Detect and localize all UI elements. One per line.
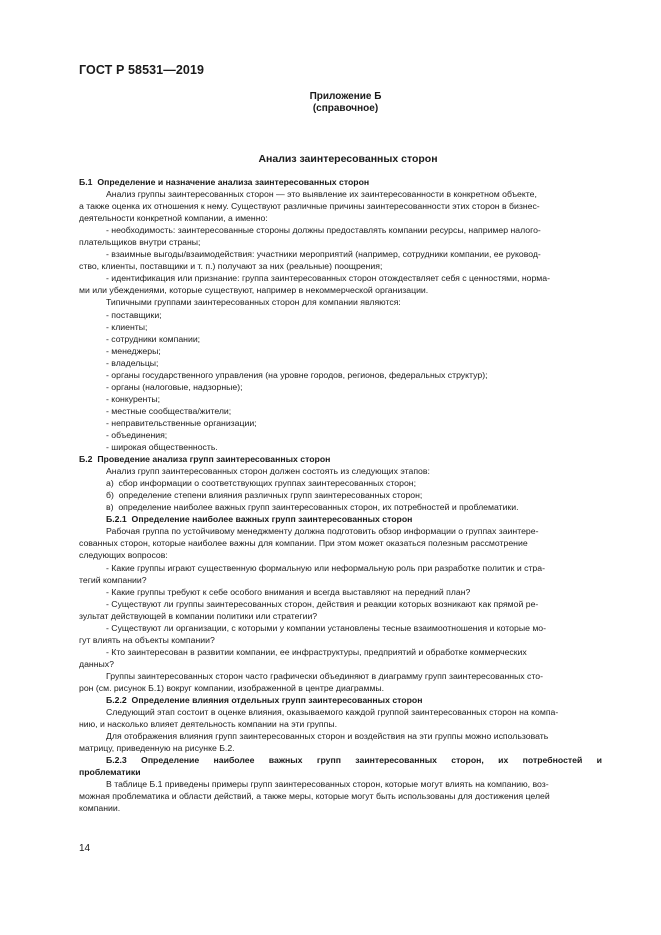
annex-title: Приложение Б: [309, 91, 382, 102]
text-line: - неправительственные организации;: [106, 417, 257, 428]
text-line: а также оценка их отношения к нему. Существуют различные причины заинтересованности этих сторон в бизнес-: [79, 201, 540, 212]
text-line: - объединения;: [106, 429, 168, 440]
section-heading: Б.1 Определение и назначение анализа заинтересованных сторон: [79, 177, 370, 187]
page-number: 14: [79, 843, 91, 854]
text-line: в) определение наиболее важных групп заинтересованных сторон, их потребностей и проблематики.: [106, 502, 519, 513]
text-line: а) сбор информации о соответствующих группах заинтересованных сторон;: [106, 478, 416, 489]
text-line: - поставщики;: [106, 309, 162, 320]
text-line: - конкуренты;: [106, 393, 161, 404]
text-line: Типичными группами заинтересованных сторон для компании являются:: [106, 297, 401, 308]
text-line: нию, и насколько влияет деятельность компании на эти группы.: [79, 719, 338, 730]
text-line: зультат действующей в компании политики или стратегии?: [79, 610, 318, 621]
text-line: гут влиять на объекты компании?: [79, 634, 215, 645]
section-heading: Б.2 Проведение анализа групп заинтересованных сторон: [79, 454, 331, 465]
text-line: - клиенты;: [106, 321, 148, 332]
section-heading: проблематики: [79, 767, 141, 778]
text-line: ми или убеждениями, которые существуют, например в некоммерческой организации.: [79, 285, 429, 296]
text-line: сованных сторон, которые наиболее важны для компании. При этом может оказаться полезным рассмотрение: [79, 538, 528, 549]
text-line: - сотрудники компании;: [106, 333, 201, 344]
text-line: данных?: [79, 658, 114, 669]
text-line: - Существуют ли группы заинтересованных сторон, действия и реакции которых возникают как прямой ре-: [106, 598, 539, 609]
text-line: - органы (налоговые, надзорные);: [106, 381, 243, 392]
text-line: - органы государственного управления (на уровне городов, регионов, федеральных структур);: [106, 369, 488, 380]
text-line: - Кто заинтересован в развитии компании, ее инфраструктуры, предприятий и обработке коммерческих: [106, 646, 527, 657]
text-line: плательщиков внутри страны;: [79, 237, 201, 248]
text-line: Для отображения влияния групп заинтересованных сторон и воздействия на эти группы можно использовать: [106, 731, 549, 742]
text-line: - Какие группы играют существенную формальную или неформальную роль при разработке политик и стра-: [106, 562, 545, 573]
annex-status: (справочное): [312, 103, 379, 114]
text-line: - широкая общественность.: [106, 442, 218, 453]
text-line: Следующий этап состоит в оценке влияния, оказываемого каждой группой заинтересованных сторон на компа-: [106, 707, 559, 718]
section-title: Анализ заинтересованных сторон: [258, 153, 438, 165]
text-line: ство, клиенты, поставщики и т. п.) получают за них (реальные) поощрения;: [79, 261, 383, 272]
annex-heading: [0, 91, 661, 115]
text-line: Анализ группы заинтересованных сторон — это выявление их заинтересованности в конкретном объекте,: [106, 189, 537, 200]
text-line: деятельности конкретной компании, а именно:: [79, 213, 268, 224]
text-line: Анализ групп заинтересованных сторон должен состоять из следующих этапов:: [106, 466, 430, 477]
text-line: - менеджеры;: [106, 345, 161, 356]
text-line: б) определение степени влияния различных групп заинтересованных сторон;: [106, 490, 423, 501]
text-line: В таблице Б.1 приведены примеры групп заинтересованных сторон, которые могут влиять на компанию, воз-: [106, 779, 549, 790]
text-line: матрицу, приведенную на рисунке Б.2.: [79, 743, 235, 754]
text-line: - идентификация или признание: группа заинтересованных сторон отождествляет себя с ценностями, норма-: [106, 273, 550, 284]
text-line: - владельцы;: [106, 357, 159, 368]
section-heading: Б.2.3 Определение наиболее важных групп заинтересованных сторон, их потребностей и: [106, 755, 602, 766]
text-line: - местные сообщества/жители;: [106, 405, 232, 416]
text-line: - необходимость: заинтересованные стороны должны предоставлять компании ресурсы, например налого-: [106, 225, 541, 236]
document-body: [79, 176, 602, 814]
standard-code: ГОСТ Р 58531—2019: [79, 63, 205, 77]
text-line: Группы заинтересованных сторон часто графически объединяют в диаграмму групп заинтересованных сто-: [106, 670, 544, 681]
text-line: тегий компании?: [79, 574, 147, 585]
text-line: - взаимные выгоды/взаимодействия: участники мероприятий (например, сотрудники компании, ее руковод-: [106, 249, 541, 260]
text-line: - Существуют ли организации, с которыми у компании установлены тесные взаимоотношения и которые мо-: [106, 622, 547, 633]
text-line: можная проблематика и области действий, а также меры, которые могут быть использованы для достижения целей: [79, 791, 550, 802]
text-line: компании.: [79, 803, 121, 814]
section-heading: Б.2.2 Определение влияния отдельных групп заинтересованных сторон: [106, 695, 423, 706]
text-line: рон (см. рисунок Б.1) вокруг компании, изображенной в центре диаграммы.: [79, 682, 385, 693]
text-line: - Какие группы требуют к себе особого внимания и всегда выставляют на передний план?: [106, 586, 471, 597]
text-line: Рабочая группа по устойчивому менеджменту должна подготовить обзор информации о группах заинтере-: [106, 526, 539, 537]
text-line: следующих вопросов:: [79, 550, 168, 561]
section-heading: Б.2.1 Определение наиболее важных групп заинтересованных сторон: [106, 514, 413, 525]
